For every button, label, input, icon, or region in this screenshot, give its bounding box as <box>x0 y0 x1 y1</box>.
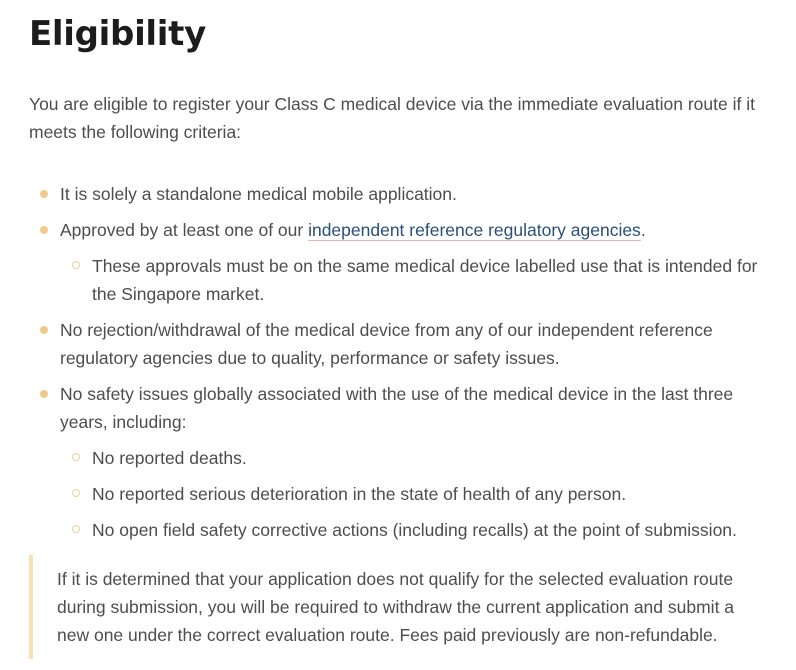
bullet-ring-icon <box>72 261 80 269</box>
sub-criterion-text: No reported deaths. <box>92 448 247 468</box>
bullet-dot-icon <box>40 326 48 334</box>
bullet-dot-icon <box>40 190 48 198</box>
sub-criteria-list <box>60 444 768 544</box>
list-item <box>29 316 768 372</box>
list-item <box>29 216 768 308</box>
page-title: Eligibility <box>29 14 206 54</box>
sub-list-item <box>60 480 768 508</box>
criteria-list <box>29 180 768 544</box>
criterion-text: It is solely a standalone medical mobile application. <box>60 184 457 204</box>
bullet-ring-icon <box>72 525 80 533</box>
criterion-text: No rejection/withdrawal of the medical device from any of our independent reference regulatory agencies due to quality, performance or safety issues. <box>60 320 713 368</box>
sub-criteria-list <box>60 252 768 308</box>
criterion-text: No safety issues globally associated with the use of the medical device in the last three years, including: <box>60 384 734 432</box>
sub-criterion-text: No reported serious deterioration in the state of health of any person. <box>92 484 627 504</box>
criterion-text: Approved by at least one of our <box>60 220 309 240</box>
bullet-dot-icon <box>40 390 48 398</box>
intro-paragraph: You are eligible to register your Class C medical device via the immediate evaluation route if it meets the following criteria: <box>29 94 755 142</box>
sub-criterion-text: No open field safety corrective actions (including recalls) at the point of submission. <box>92 520 737 540</box>
sub-list-item <box>60 516 768 544</box>
list-item <box>29 180 768 208</box>
criterion-text-end: . <box>640 220 646 240</box>
list-item <box>29 380 768 544</box>
sub-criterion-text: These approvals must be on the same medical device labelled use that is intended for the Singapore market. <box>92 256 758 304</box>
bullet-ring-icon <box>72 489 80 497</box>
sub-list-item <box>60 444 768 472</box>
reference-agencies-link[interactable]: independent reference regulatory agencies <box>308 220 641 240</box>
callout-note-text: If it is determined that your application does not qualify for the selected evaluation route during submission, you will be required to withdraw the current application and submit a new one under the correct evaluation route. Fees paid previously are non-refundable. <box>57 569 735 645</box>
bullet-dot-icon <box>40 226 48 234</box>
sub-list-item <box>60 252 768 308</box>
callout-note <box>29 555 764 659</box>
bullet-ring-icon <box>72 453 80 461</box>
